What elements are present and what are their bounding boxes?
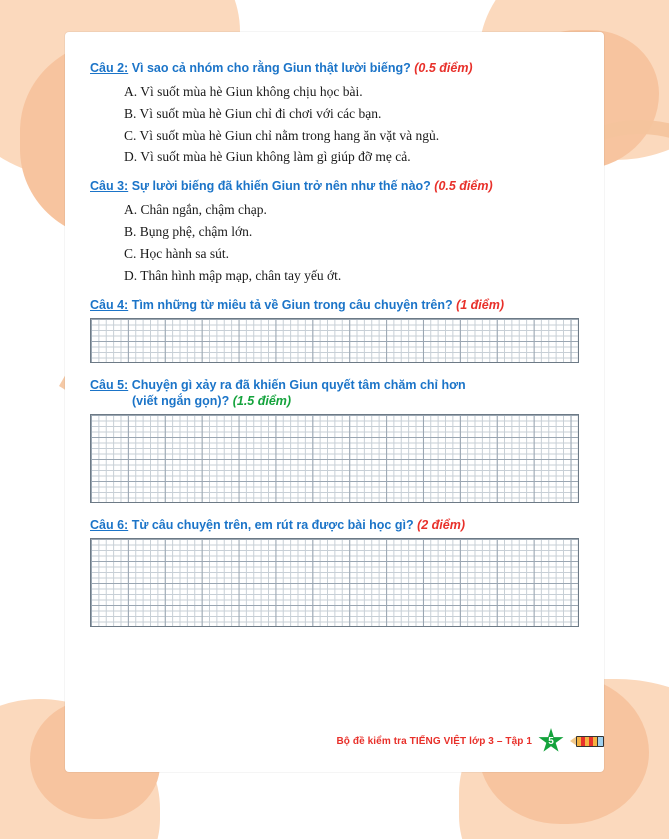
- question-block-5: [90, 377, 579, 504]
- list-item[interactable]: B. Bụng phệ, chậm lớn.: [124, 224, 253, 240]
- question-block-3: [90, 178, 579, 286]
- page-number: 5: [548, 735, 554, 747]
- list-item[interactable]: A. Chân ngắn, chậm chạp.: [124, 202, 267, 218]
- question-label: Câu 4:: [90, 297, 129, 312]
- question-heading: [90, 377, 579, 411]
- list-item[interactable]: C. Vì suốt mùa hè Giun chỉ nằm trong hang ăn vặt và ngủ.: [124, 127, 440, 143]
- question-label: Câu 2:: [90, 61, 129, 75]
- question-heading: [90, 60, 579, 77]
- pencil-eraser: [597, 736, 604, 747]
- question-subline-wrap: [90, 393, 579, 410]
- footer-title: Bộ đề kiểm tra TIẾNG VIỆT lớp 3 – Tập 1: [336, 735, 532, 747]
- pencil-icon: [570, 735, 604, 747]
- question-points: (0.5 điểm): [414, 61, 473, 75]
- page-number-badge: [538, 728, 564, 754]
- question-heading: [90, 178, 579, 195]
- worksheet-content: [90, 60, 579, 641]
- question-block-2: [90, 60, 579, 168]
- page-footer: [336, 728, 604, 754]
- question-block-6: [90, 517, 579, 627]
- answer-grid[interactable]: [90, 318, 579, 363]
- question-text: Từ câu chuyện trên, em rút ra được bài học gì?: [131, 518, 414, 533]
- question-points: (0.5 điểm): [434, 179, 493, 194]
- list-item[interactable]: A. Vì suốt mùa hè Giun không chịu học bài.: [124, 83, 363, 99]
- question-points: (1 điểm): [456, 297, 505, 312]
- answer-grid[interactable]: [90, 414, 579, 503]
- question-text: Vì sao cả nhóm cho rằng Giun thật lười biếng?: [131, 61, 411, 75]
- question-label: Câu 5:: [90, 377, 129, 392]
- list-item[interactable]: C. Học hành sa sút.: [124, 245, 229, 261]
- question-points: (1.5 điểm): [232, 394, 292, 409]
- list-item[interactable]: D. Vì suốt mùa hè Giun không làm gì giúp đỡ mẹ cả.: [124, 149, 411, 165]
- question-label: Câu 6:: [90, 518, 129, 533]
- answer-grid[interactable]: [90, 538, 579, 627]
- list-item[interactable]: D. Thân hình mập mạp, chân tay yếu ớt.: [124, 267, 342, 283]
- worksheet-page: [65, 32, 604, 772]
- question-text: Tìm những từ miêu tả về Giun trong câu chuyện trên?: [131, 297, 453, 312]
- question-text: Chuyện gì xảy ra đã khiến Giun quyết tâm chăm chỉ hơn: [131, 377, 466, 392]
- question-points: (2 điểm): [417, 518, 466, 533]
- answer-options: [90, 199, 579, 286]
- question-subline: (viết ngắn gọn)?: [132, 394, 230, 409]
- question-heading: [90, 517, 579, 534]
- question-text: Sự lười biếng đã khiến Giun trở nên như thế nào?: [131, 179, 431, 194]
- answer-options: [90, 81, 579, 168]
- question-heading: [90, 297, 579, 314]
- question-label: Câu 3:: [90, 179, 129, 194]
- list-item[interactable]: B. Vì suốt mùa hè Giun chỉ đi chơi với các bạn.: [124, 105, 382, 121]
- question-block-4: [90, 297, 579, 363]
